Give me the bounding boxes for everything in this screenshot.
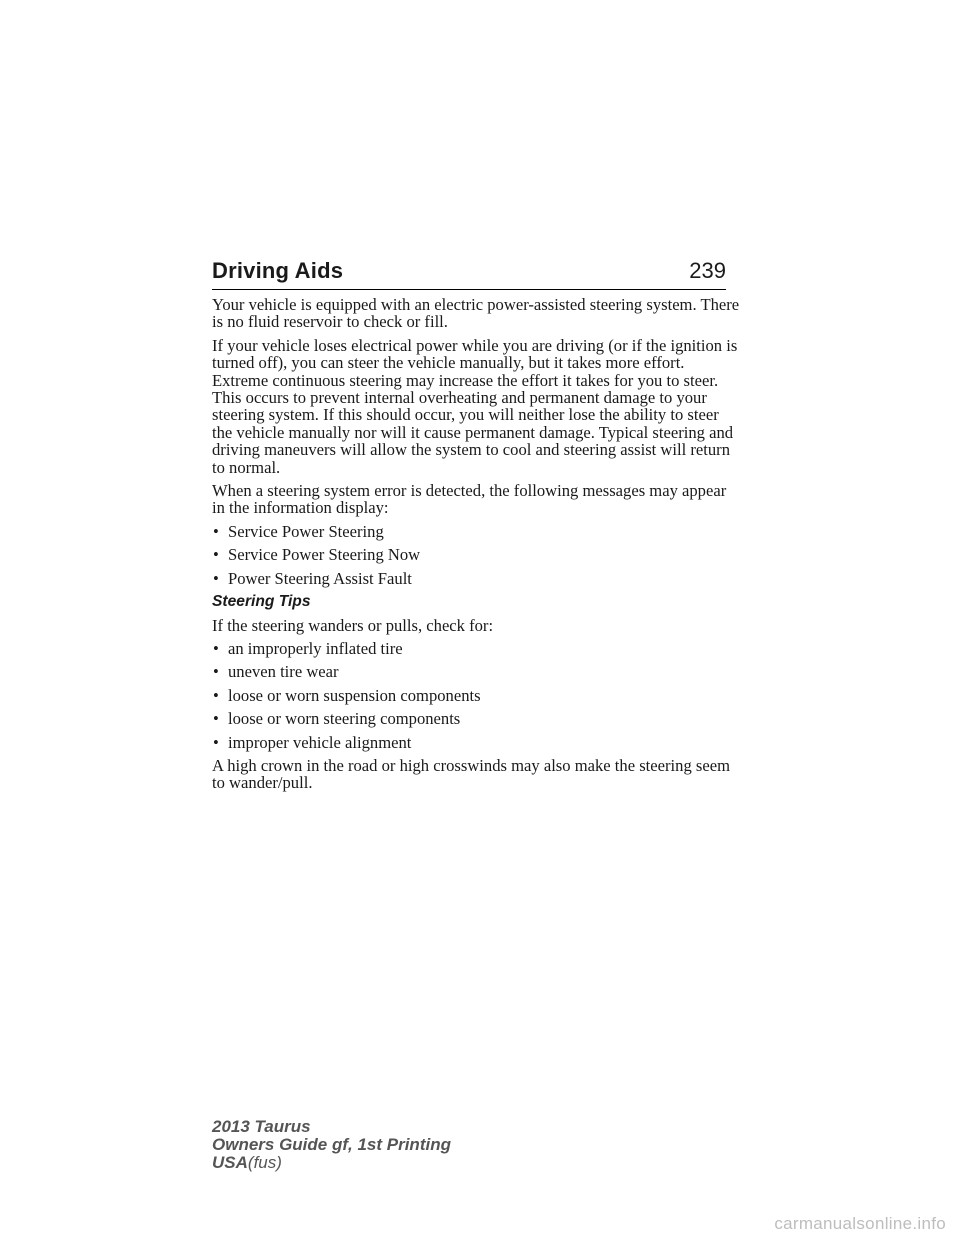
bullet-icon: • xyxy=(213,685,219,705)
check-text: loose or worn steering components xyxy=(228,709,461,729)
subheading: Steering Tips xyxy=(212,593,311,611)
list-item xyxy=(212,687,742,704)
bullet-icon: • xyxy=(213,709,219,729)
section-title: Driving Aids xyxy=(212,258,344,283)
error-messages-paragraph: When a steering system error is detected, the following messages may appear in the information display: xyxy=(212,481,727,518)
check-text: improper vehicle alignment xyxy=(228,732,412,752)
power-loss-paragraph: If your vehicle loses electrical power while you are driving (or if the ignition is turned off), you can steer the vehicle manually, but it takes more effort. Extreme continuous steering may increase the effort it takes for you to steer. This occurs to prevent internal overheating and permanent damage to your steering system. If this should occur, you will neither lose the ability to steer the vehicle manually nor will it cause permanent damage. Typical steering and driving maneuvers will allow the system to cool and steering assist will return to normal. xyxy=(212,335,738,477)
intro-paragraph: Your vehicle is equipped with an electric power-assisted steering system. There is no fluid reservoir to check or fill. xyxy=(212,295,740,332)
list-item xyxy=(212,570,742,587)
page-header xyxy=(212,256,726,290)
list-item xyxy=(212,663,742,680)
footer-guide: Owners Guide gf, 1st Printing xyxy=(212,1135,451,1154)
message-text: Service Power Steering Now xyxy=(228,545,421,565)
page-number: 239 xyxy=(689,258,726,283)
list-item xyxy=(212,710,742,727)
footer-market xyxy=(212,1154,451,1172)
list-item xyxy=(212,546,742,563)
bullet-icon: • xyxy=(213,662,219,682)
message-text: Service Power Steering xyxy=(228,521,384,541)
watermark-text: carmanualsonline.info xyxy=(774,1214,946,1233)
bullet-icon: • xyxy=(213,521,219,541)
check-text: loose or worn suspension components xyxy=(228,685,481,705)
bullet-icon: • xyxy=(213,638,219,658)
bullet-icon: • xyxy=(213,568,219,588)
header-divider xyxy=(212,289,726,290)
list-item xyxy=(212,523,742,540)
page-content xyxy=(212,296,742,798)
footer-country: USA xyxy=(212,1153,248,1172)
bullet-icon: • xyxy=(213,732,219,752)
footer-region: (fus) xyxy=(247,1153,282,1172)
list-item xyxy=(212,734,742,751)
footer-model: 2013 Taurus xyxy=(212,1117,311,1136)
check-text: an improperly inflated tire xyxy=(228,638,403,658)
list-item xyxy=(212,640,742,657)
message-text: Power Steering Assist Fault xyxy=(228,568,412,588)
page-footer xyxy=(212,1118,451,1172)
bullet-icon: • xyxy=(213,545,219,565)
closing-paragraph: A high crown in the road or high crosswinds may also make the steering seem to wander/pull. xyxy=(212,755,730,793)
check-text: uneven tire wear xyxy=(228,662,339,682)
check-intro-paragraph: If the steering wanders or pulls, check for: xyxy=(212,615,494,635)
